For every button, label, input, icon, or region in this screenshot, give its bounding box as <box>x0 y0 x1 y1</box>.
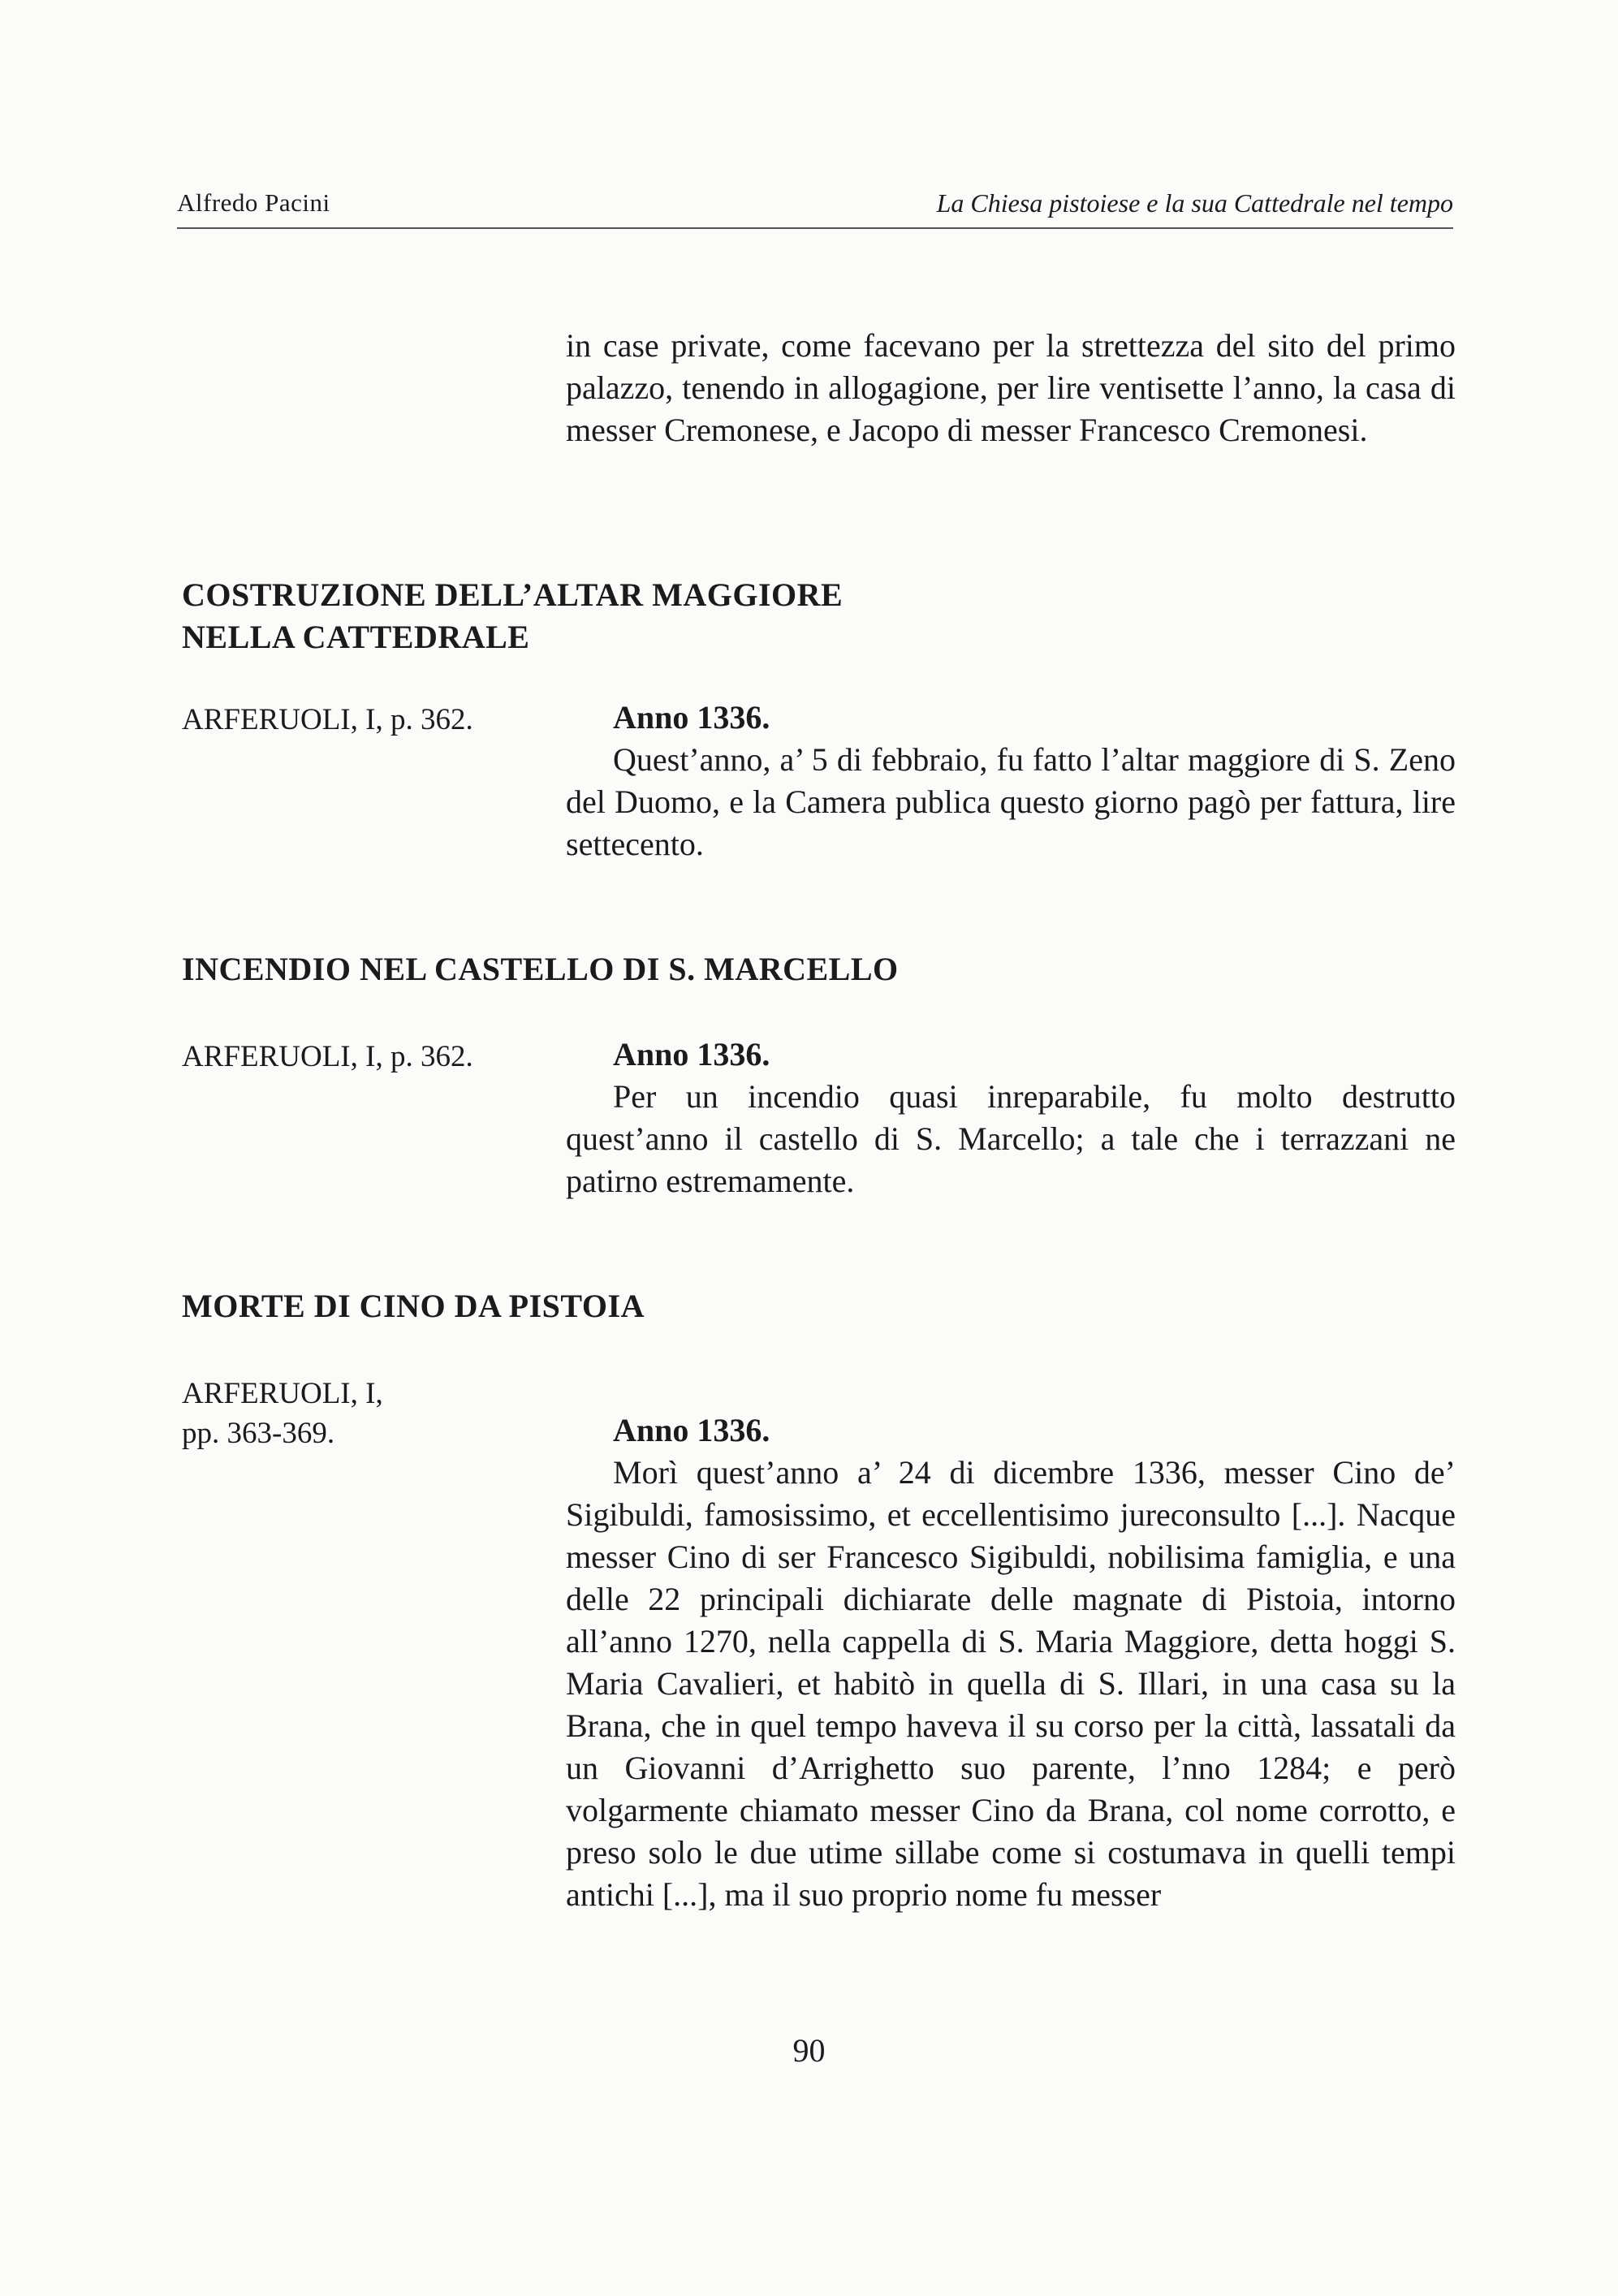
entry-text-altar-content: Quest’anno, a’ 5 di febbraio, fu fatto l’altar maggiore di S. Zeno del Duomo, e la Camera publica questo giorno pagò per fattura, lire settecento. <box>566 741 1456 862</box>
entry-text-cino <box>566 1452 1456 1916</box>
entry-text-fire <box>566 1076 1456 1202</box>
running-head-author: Alfredo Pacini <box>177 188 330 217</box>
section-heading-altar-line2: NELLA CATTEDRALE <box>182 619 530 655</box>
entry-text-cino-content: Morì quest’anno a’ 24 di dicembre 1336, messer Cino de’ Sigibuldi, famosissimo, et eccellentisimo jureconsulto [...]. Nacque messer Cino di ser Francesco Sigibuldi, nobilisima famiglia, e una delle 22 principali dichiarate delle magnate di Pistoia, intorno all’anno 1270, nella cappella di S. Maria Maggiore, detta hoggi S. Maria Cavalieri, et habitò in quella di S. Illari, in una casa su la Brana, che in quel tempo haveva il su corso per la città, lassatali da un Giovanni d’Arrighetto suo parente, l’nno 1284; e però volgarmente chiamato messer Cino da Brana, col nome corrotto, e preso solo le due utime sillabe come si costumava in quelli tempi antichi [...], ma il suo proprio nome fu messer <box>566 1454 1456 1913</box>
source-citation-altar: ARFERUOLI, I, p. 362. <box>182 703 473 736</box>
source-citation-fire: ARFERUOLI, I, p. 362. <box>182 1040 473 1073</box>
section-heading-cino: MORTE DI CINO DA PISTOIA <box>182 1288 645 1324</box>
entry-text-altar <box>566 739 1456 865</box>
year-heading-cino: Anno 1336. <box>613 1412 770 1448</box>
entry-text-fire-content: Per un incendio quasi inreparabile, fu molto destrutto quest’anno il castello di S. Marcello; a tale che i terrazzani ne patirno estremamente. <box>566 1078 1456 1199</box>
section-heading-fire: INCENDIO NEL CASTELLO DI S. MARCELLO <box>182 951 899 987</box>
year-heading-altar: Anno 1336. <box>613 699 770 736</box>
section-heading-altar-line1: COSTRUZIONE DELL’ALTAR MAGGIORE <box>182 576 844 613</box>
running-head <box>177 183 1453 229</box>
source-citation-cino-line2: pp. 363-369. <box>182 1417 335 1450</box>
intro-paragraph: in case private, come facevano per la strettezza del sito del primo palazzo, tenendo in allogagione, per lire ventisette l’anno, la casa di messer Cremonese, e Jacopo di messer Francesco Cremonesi. <box>566 327 1456 448</box>
year-heading-fire: Anno 1336. <box>613 1036 770 1072</box>
source-citation-cino-line1: ARFERUOLI, I, <box>182 1377 383 1410</box>
running-head-title: La Chiesa pistoiese e la sua Cattedrale nel tempo <box>936 188 1453 218</box>
page-number: 90 <box>792 2032 826 2069</box>
